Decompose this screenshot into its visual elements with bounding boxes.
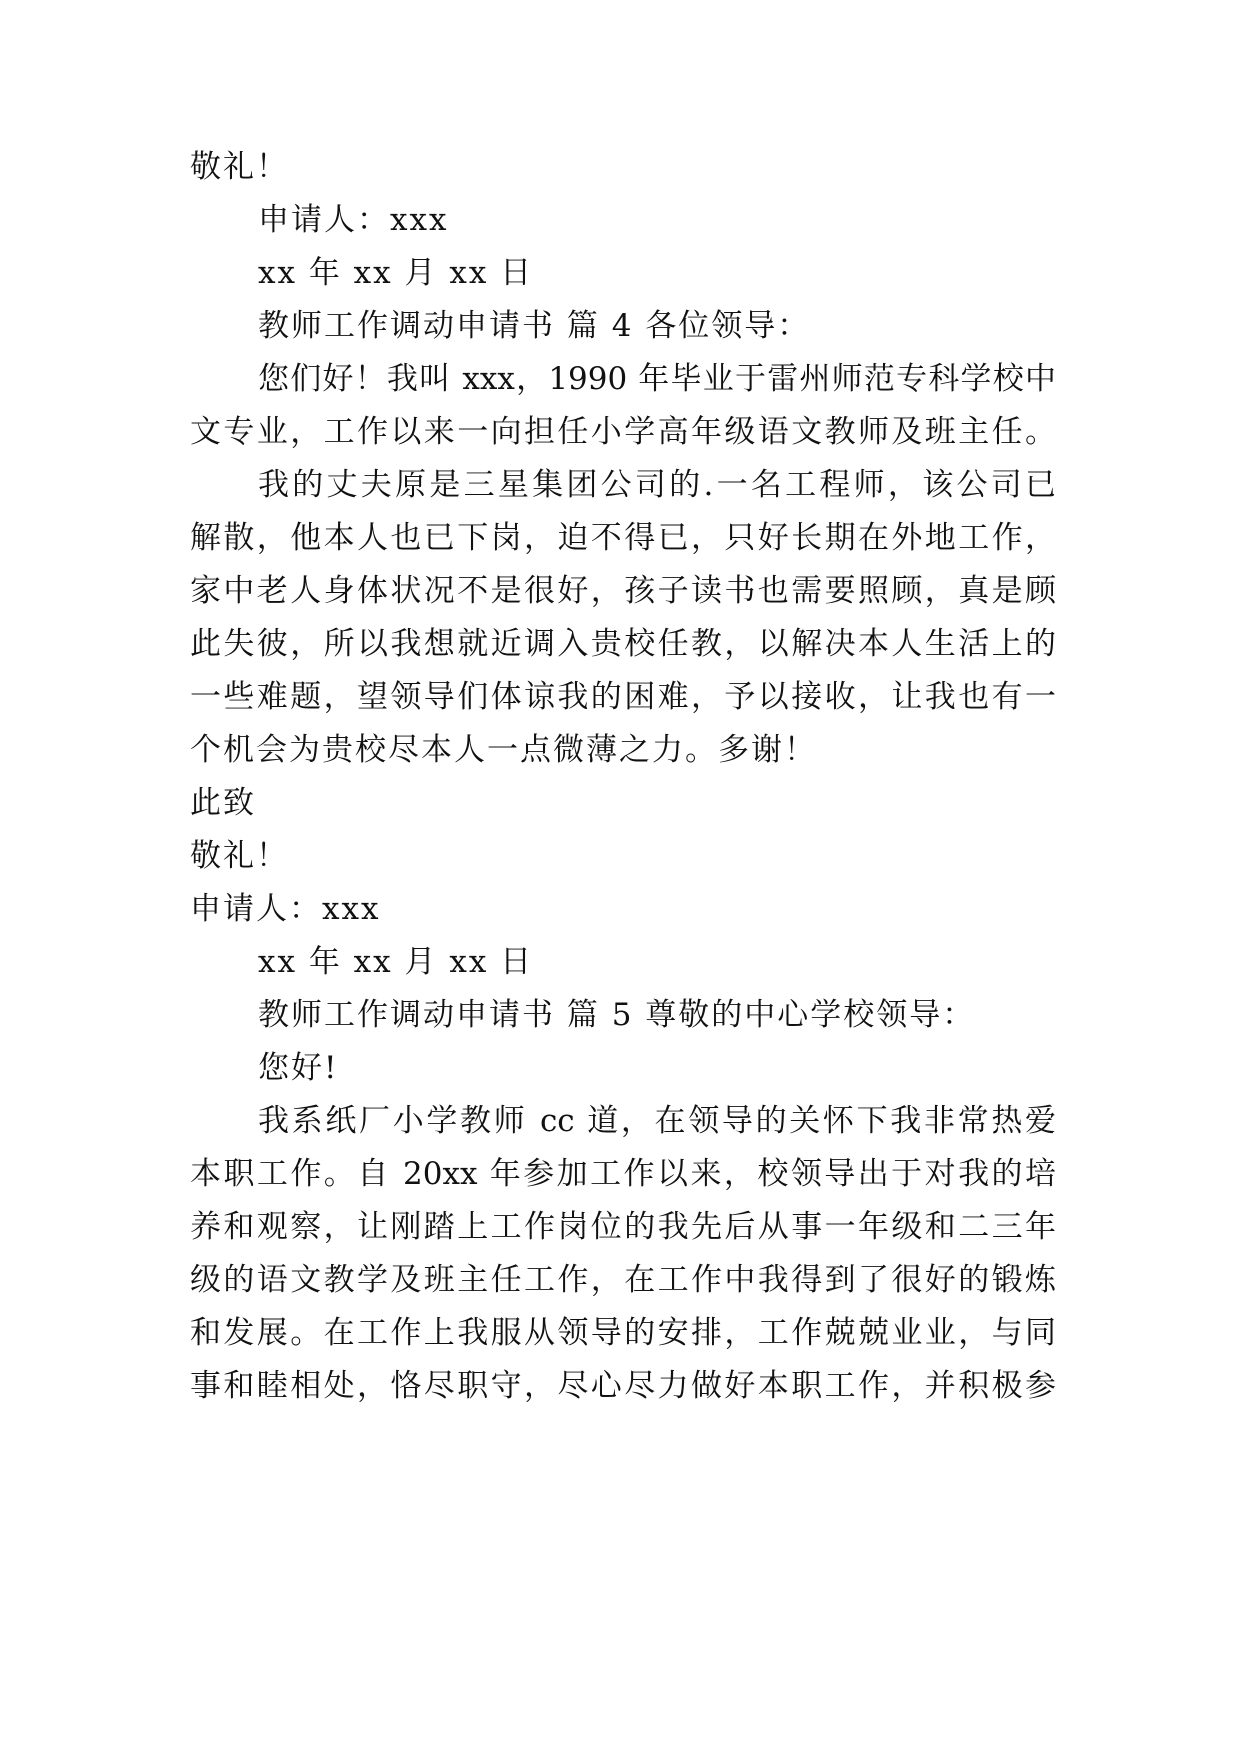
closing-zhizhi: 此致 [190,785,256,821]
paragraph-line: 您们好！我叫 xxx，1990 年毕业于雷州师范专科学校中 [258,361,1056,397]
greeting-line: 您好! [258,1050,339,1086]
paragraph-line: 家中老人身体状况不是很好，孩子读书也需要照顾，真是顾 [190,573,1056,609]
paragraph-line: 个机会为贵校尽本人一点微薄之力。多谢！ [190,732,817,768]
date-line: xx 年 xx 月 xx 日 [258,944,534,980]
paragraph-line: 文专业，工作以来一向担任小学高年级语文教师及班主任。 [190,414,1056,450]
applicant-line: 申请人：xxx [190,891,381,927]
paragraph-line: 事和睦相处，恪尽职守，尽心尽力做好本职工作，并积极参 [190,1368,1056,1404]
paragraph-line: 一些难题，望领导们体谅我的困难，予以接收，让我也有一 [190,679,1056,715]
paragraph-line: 和发展。在工作上我服从领导的安排，工作兢兢业业，与同 [190,1315,1056,1351]
closing-salute: 敬礼！ [190,838,289,874]
section-heading-4: 教师工作调动申请书 篇 4 各位领导： [258,308,811,344]
section-heading-5: 教师工作调动申请书 篇 5 尊敬的中心学校领导： [258,997,976,1033]
closing-salute: 敬礼！ [190,149,289,185]
paragraph-line: 解散，他本人也已下岗，迫不得已，只好长期在外地工作， [190,520,1056,556]
paragraph-line: 我的丈夫原是三星集团公司的.一名工程师，该公司已 [258,467,1056,503]
applicant-line: 申请人：xxx [258,202,449,238]
paragraph-line: 级的语文教学及班主任工作，在工作中我得到了很好的锻炼 [190,1262,1056,1298]
paragraph-line: 养和观察，让刚踏上工作岗位的我先后从事一年级和二三年 [190,1209,1056,1245]
date-line: xx 年 xx 月 xx 日 [258,255,534,291]
paragraph-line: 此失彼，所以我想就近调入贵校任教，以解决本人生活上的 [190,626,1056,662]
paragraph-line: 我系纸厂小学教师 cc 道，在领导的关怀下我非常热爱 [258,1103,1056,1139]
paragraph-line: 本职工作。自 20xx 年参加工作以来，校领导出于对我的培 [190,1156,1056,1192]
